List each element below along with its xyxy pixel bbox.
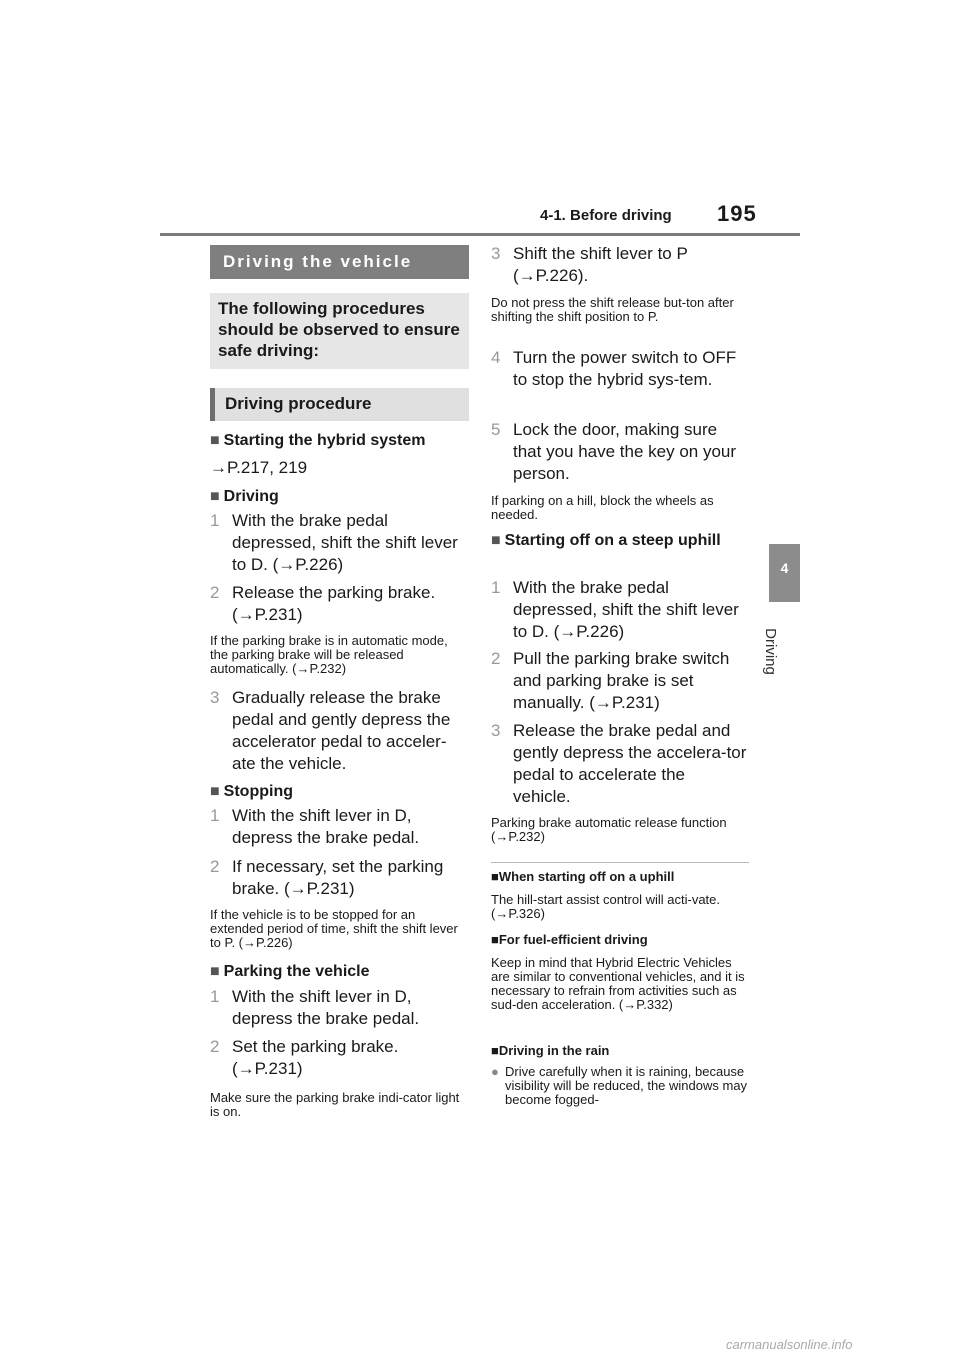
header-divider	[160, 233, 800, 236]
text-fuel: Keep in mind that Hybrid Electric Vehicles are similar to conventional vehicles, and it is necessary to refrain from activities such as sud-den acceleration. (→P.332)	[491, 955, 745, 1012]
note-stopping: If the vehicle is to be stopped for an extended period of time, shift the shift lever to P. (→P.226)	[210, 907, 458, 950]
bullet-rain: ● Drive carefully when it is raining, because visibility will be reduced, the windows may become fogged-	[491, 1064, 748, 1107]
intro-text: The following procedures should be observed to ensure safe driving:	[218, 299, 460, 360]
section-title: 4-1. Before driving	[540, 207, 672, 224]
heading-when-uphill: ■When starting off on a uphill	[491, 869, 675, 884]
note-parking-3: Do not press the shift release but-ton after shifting the shift position to P.	[491, 295, 734, 324]
heading-uphill: ■ Starting off on a steep uphill	[491, 532, 721, 549]
step-parking-5: 5 Lock the door, making sure that you have the key on your person.	[491, 420, 737, 483]
watermark: carmanualsonline.info	[726, 1337, 853, 1352]
heading-driving: ■ Driving	[210, 488, 279, 505]
chapter-label: Driving	[761, 628, 779, 675]
chapter-label-wrap	[761, 613, 800, 693]
heading-stopping: ■ Stopping	[210, 783, 293, 800]
step-parking-1: 1 With the shift lever in D, depress the brake pedal.	[210, 987, 420, 1028]
step-parking-2: 2 Set the parking brake. (→P.231)	[210, 1037, 399, 1078]
heading-parking: ■ Parking the vehicle	[210, 963, 370, 980]
step-stopping-2: 2 If necessary, set the parking brake. (→P.231)	[210, 857, 444, 898]
notes-divider	[491, 862, 749, 863]
step-uphill-3: 3 Release the brake pedal and gently depress the accelera-tor pedal to accelerate the vehicle.	[491, 721, 747, 806]
note-driving: If the parking brake is in automatic mode, the parking brake will be released automatically. (→P.232)	[210, 633, 448, 676]
section-heading: Driving the vehicle	[223, 252, 413, 271]
step-uphill-2: 2 Pull the parking brake switch and parking brake is set manually. (→P.231)	[491, 649, 730, 712]
text-when-uphill: The hill-start assist control will acti-vate. (→P.326)	[491, 892, 721, 921]
subsection-heading: Driving procedure	[225, 394, 372, 413]
step-driving-3: 3 Gradually release the brake pedal and gently depress the accelerator pedal to acceler-ate the vehicle.	[210, 688, 451, 773]
ref-starting: →P.217, 219	[210, 458, 308, 477]
section-heading-bar	[210, 245, 469, 279]
intro-box	[210, 293, 469, 369]
step-uphill-1: 1 With the brake pedal depressed, shift the shift lever to D. (→P.226)	[491, 578, 739, 641]
heading-rain: ■Driving in the rain	[491, 1043, 610, 1058]
step-parking-3: 3 Shift the shift lever to P (→P.226).	[491, 244, 688, 285]
note-uphill: Parking brake automatic release function (→P.232)	[491, 815, 727, 844]
subsection-heading-bar	[210, 388, 469, 421]
step-driving-2: 2 Release the parking brake. (→P.231)	[210, 583, 436, 624]
step-parking-4: 4 Turn the power switch to OFF to stop the hybrid sys-tem.	[491, 348, 737, 389]
note-parking-5: If parking on a hill, block the wheels as needed.	[491, 493, 714, 522]
heading-starting: ■ Starting the hybrid system	[210, 432, 426, 449]
note-parking: Make sure the parking brake indi-cator light is on.	[210, 1090, 460, 1119]
step-stopping-1: 1 With the shift lever in D, depress the brake pedal.	[210, 806, 420, 847]
heading-fuel: ■For fuel-efficient driving	[491, 932, 648, 947]
step-driving-1: 1 With the brake pedal depressed, shift the shift lever to D. (→P.226)	[210, 511, 458, 574]
page-number: 195	[717, 201, 757, 226]
chapter-number: 4	[780, 560, 789, 576]
